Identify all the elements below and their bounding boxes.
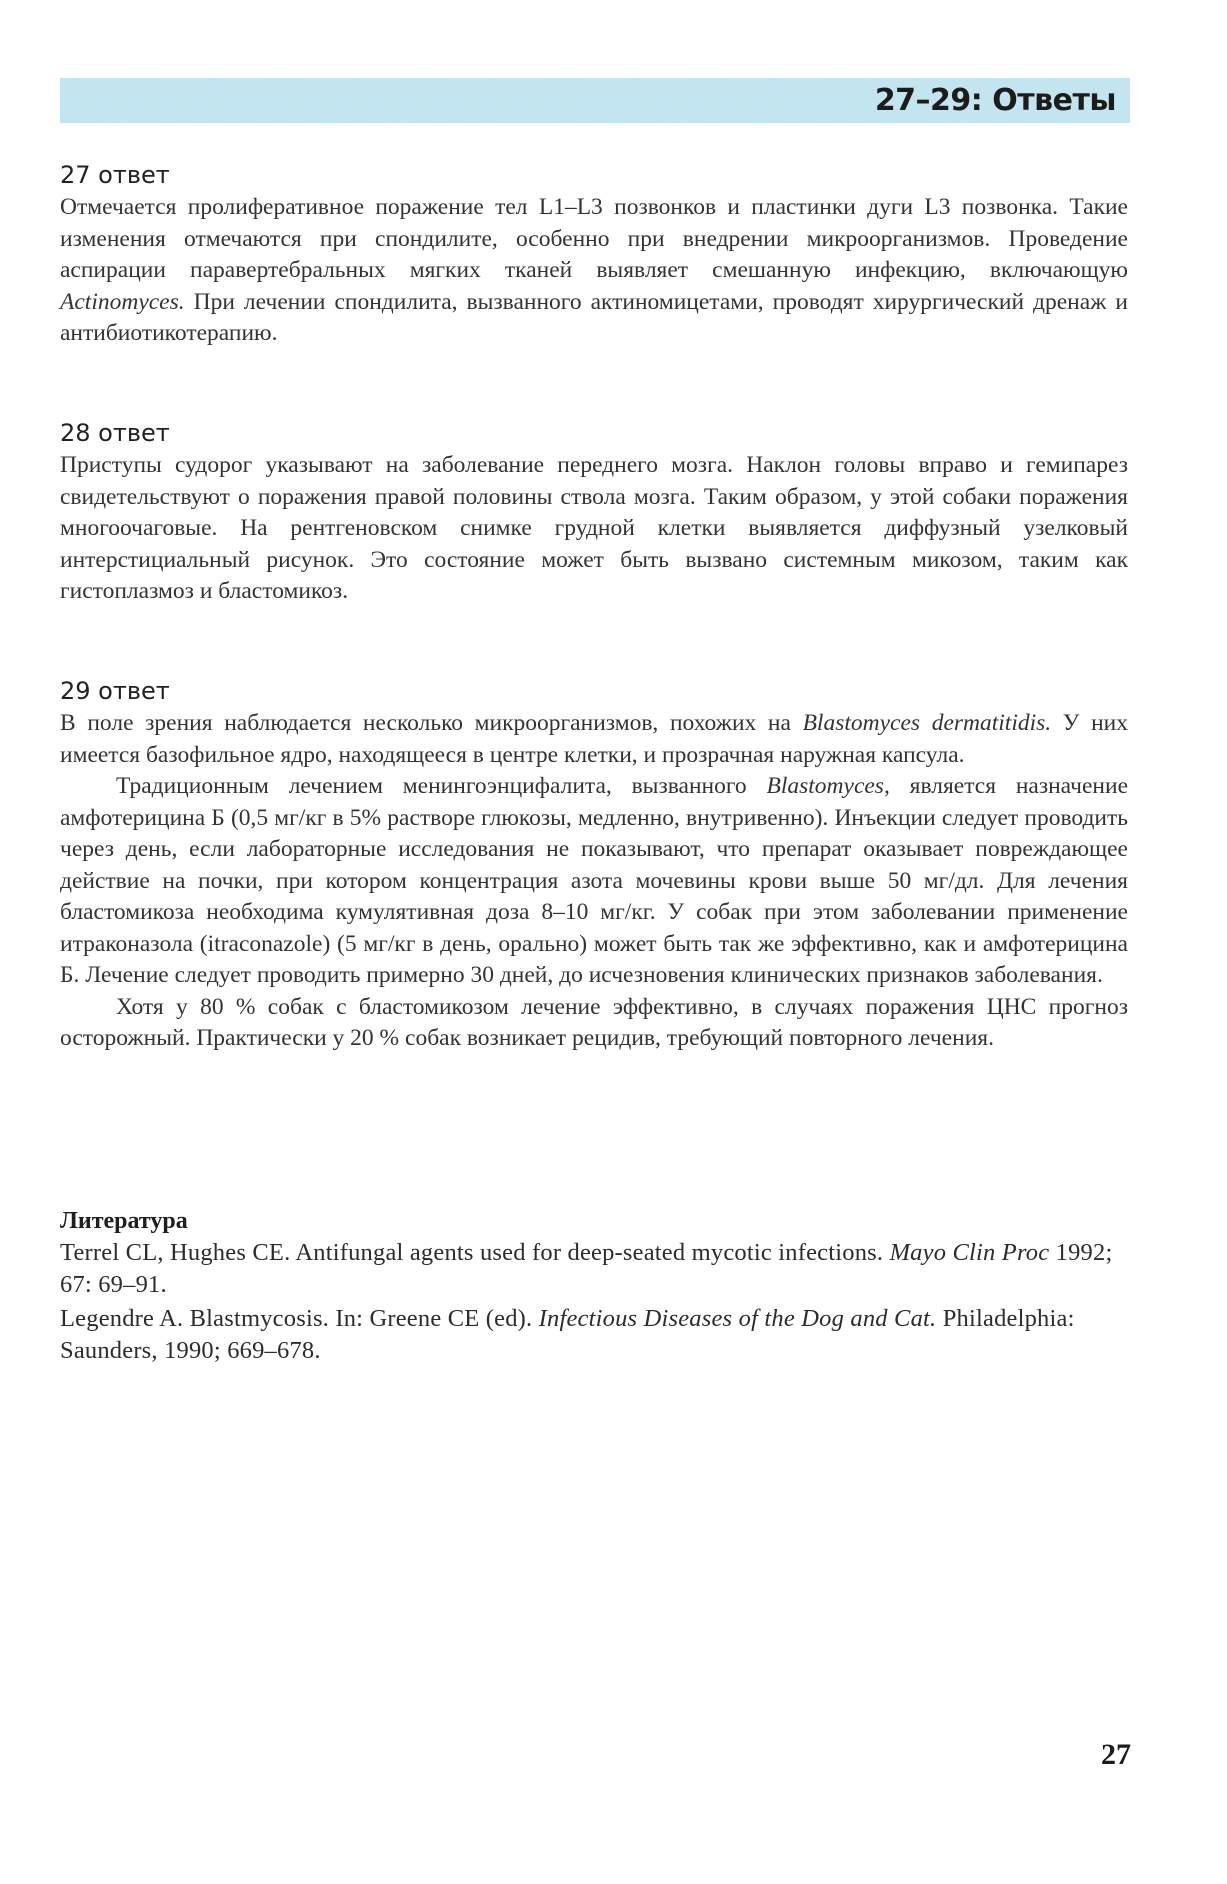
text-span: При лечении спондилита, вызванного актиномицетами, проводят хирургический дренаж и антибиотикотерапию. xyxy=(60,288,1128,346)
text-span: Legendre A. Blastmycosis. In: Greene CE (ed). xyxy=(60,1305,539,1332)
answer-27-paragraph xyxy=(60,192,1128,350)
text-span: Традиционным лечением менингоэнцифалита, вызванного xyxy=(116,773,767,799)
text-span: У них имеется базофильное ядро, находящееся в центре клетки, и прозрачная наружная капсула. xyxy=(60,710,1128,768)
reference-2 xyxy=(60,1303,1128,1367)
italic-term: Blastomyces, xyxy=(766,773,890,799)
italic-title: Infectious Diseases of the Dog and Cat. xyxy=(538,1305,937,1332)
chapter-header-band xyxy=(60,78,1130,123)
italic-title: Mayo Clin Proc xyxy=(889,1239,1050,1266)
answer-27-heading: 27 ответ xyxy=(60,161,170,189)
text-span: является назначение амфотерицина Б (0,5 мг/кг в 5% растворе глюкозы, медленно, внутривенно). Инъекции следует проводить через день, если лабораторные исследования не показывают, что препарат оказывает повреждающее действие на почки, при котором концентрация азота мочевины крови выше 50 мг/дл. Для лечения бластомикоза необходима кумулятивная доза 8–10 мг/кг. У собак при этом заболевании применение итраконазола (itraconazole) (5 мг/кг в день, орально) может быть так же эффективно, как и амфотерицина Б. Лечение следует проводить примерно 30 дней, до исчезновения клинических признаков заболевания. xyxy=(60,773,1129,988)
answer-29-paragraph-2 xyxy=(60,771,1128,992)
text-span: В поле зрения наблюдается несколько микроорганизмов, похожих на xyxy=(60,710,803,736)
answer-29-heading: 29 ответ xyxy=(60,677,170,705)
answer-29-paragraph-1 xyxy=(60,708,1128,771)
answer-28-section xyxy=(60,418,1128,608)
literature-section xyxy=(60,1205,1128,1369)
text-span: 1992; 67: 69–91. xyxy=(60,1239,1113,1298)
italic-term: Blastomyces dermatitidis. xyxy=(802,710,1052,736)
text-span: Terrel CL, Hughes CE. Antifungal agents used for deep-seated mycotic infections. xyxy=(60,1239,890,1266)
answer-28-heading: 28 ответ xyxy=(60,419,170,447)
page-number: 27 xyxy=(1101,1738,1131,1771)
answer-28-paragraph: Приступы судорог указывают на заболевание переднего мозга. Наклон головы вправо и гемипарез свидетельствуют о поражения правой половины ствола мозга. Таким образом, у этой собаки поражения многоочаговые. На рентгеновском снимке грудной клетки выявляется диффузный узелковый интерстициальный рисунок. Это состояние может быть вызвано системным микозом, таким как гистоплазмоз и бластомикоз. xyxy=(60,452,1128,604)
text-span: Отмечается пролиферативное поражение тел L1–L3 позвонков и пластинки дуги L3 позвонка. Такие изменения отмечаются при спондилите, особенно при внедрении микроорганизмов. Проведение аспирации паравертебральных мягких тканей выявляет смешанную инфекцию, включающую xyxy=(60,194,1128,283)
literature-heading: Литература xyxy=(60,1208,188,1234)
italic-term: Actinomyces. xyxy=(60,288,185,315)
answer-29-paragraph-3: Хотя у 80 % собак с бластомикозом лечение эффективно, в случаях поражения ЦНС прогноз осторожный. Практически у 20 % собак возникает рецидив, требующий повторного лечения. xyxy=(60,993,1128,1051)
answer-29-section xyxy=(60,676,1128,1055)
text-span: Philadelphia: Saunders, 1990; 669–678. xyxy=(60,1305,1075,1364)
answer-27-section xyxy=(60,160,1128,350)
chapter-title: 27–29: Ответы xyxy=(874,83,1116,118)
reference-1 xyxy=(60,1237,1128,1301)
